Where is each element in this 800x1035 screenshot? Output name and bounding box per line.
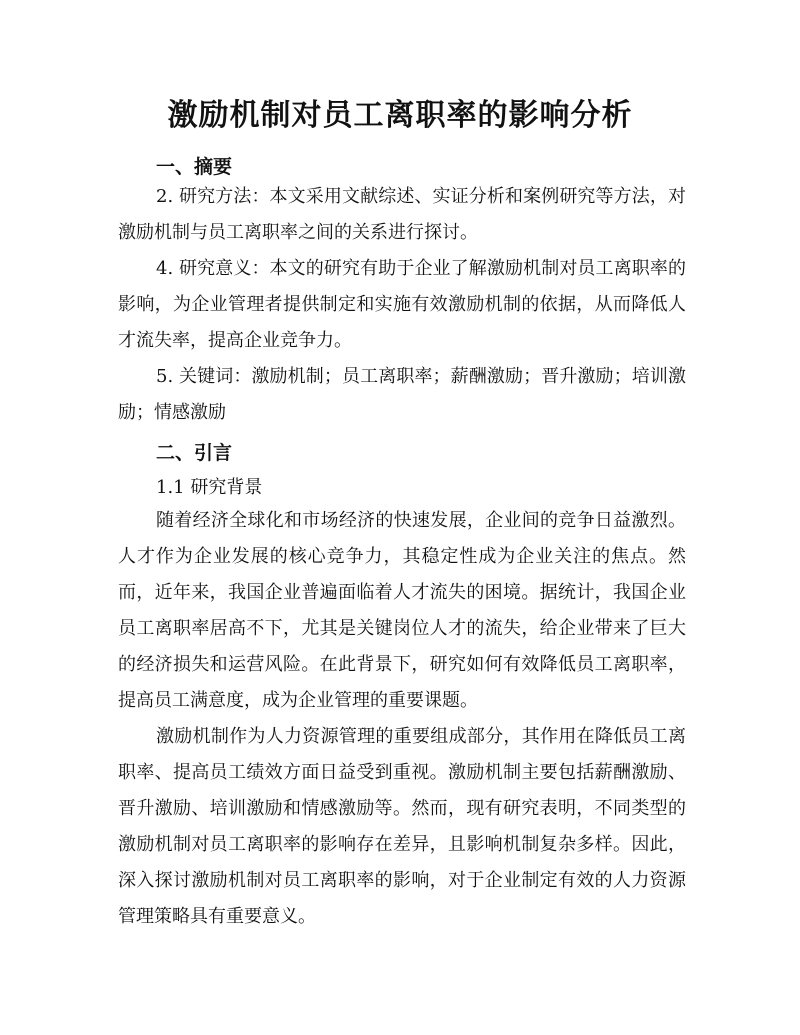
- background-paragraph-1: 随着经济全球化和市场经济的快速发展，企业间的竞争日益激烈。人才作为企业发展的核心竞争力，其稳定性成为企业关注的焦点。然而，近年来，我国企业普遍面临着人才流失的困境。据统计，我国企业员工离职率居高不下，尤其是关键岗位人才的流失，给企业带来了巨大的经济损失和运营风险。在此背景下，研究如何有效降低员工离职率，提高员工满意度，成为企业管理的重要课题。: [118, 510, 686, 711]
- keywords-paragraph: 5. 关键词：激励机制；员工离职率；薪酬激励；晋升激励；培训激励；情感激励: [118, 366, 686, 423]
- section-heading-abstract: 一、摘要: [156, 156, 233, 178]
- abstract-method-paragraph: 2. 研究方法：本文采用文献综述、实证分析和案例研究等方法，对激励机制与员工离职率之间的关系进行探讨。: [118, 186, 686, 243]
- section-heading-introduction: 二、引言: [156, 442, 233, 464]
- abstract-significance-paragraph: 4. 研究意义：本文的研究有助于企业了解激励机制对员工离职率的影响，为企业管理者提供制定和实施有效激励机制的依据，从而降低人才流失率，提高企业竞争力。: [118, 258, 686, 351]
- document-title: 激励机制对员工离职率的影响分析: [167, 98, 633, 133]
- background-paragraph-2: 激励机制作为人力资源管理的重要组成部分，其作用在降低员工离职率、提高员工绩效方面日益受到重视。激励机制主要包括薪酬激励、晋升激励、培训激励和情感激励等。然而，现有研究表明，不同类型的激励机制对员工离职率的影响存在差异，且影响机制复杂多样。因此，深入探讨激励机制对员工离职率的影响，对于企业制定有效的人力资源管理策略具有重要意义。: [118, 726, 686, 927]
- subsection-heading-background: 1.1 研究背景: [156, 477, 263, 498]
